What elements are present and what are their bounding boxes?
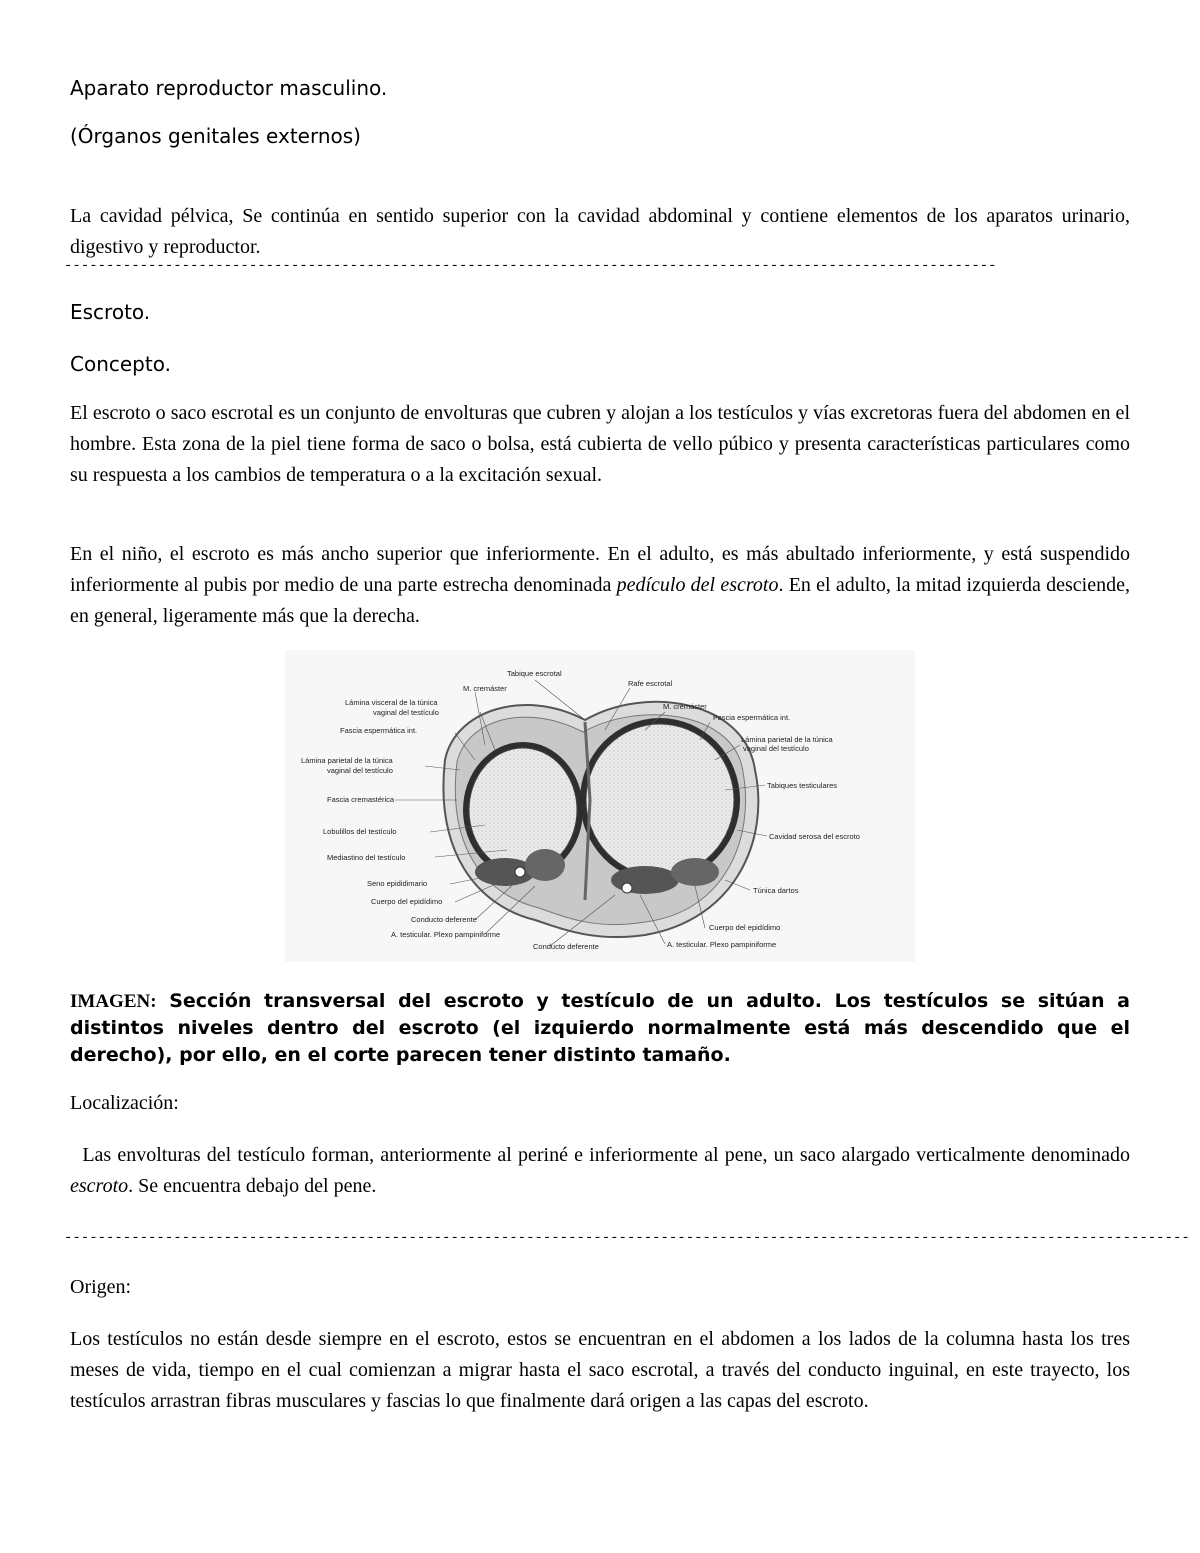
label-fascia-cremasterica: Fascia cremastérica xyxy=(327,795,395,804)
concept-paragraph: El escroto o saco escrotal es un conjunto de envolturas que cubren y alojan a los testículos y vías excretoras fuera del abdomen en el hombre. Esta zona de la piel tiene forma de saco o bolsa, está cubierta de vello púbico y presenta características particulares como su respuesta a los cambios de temperatura o a la excitación sexual. xyxy=(70,402,1130,486)
label-rafe-escrotal: Rafe escrotal xyxy=(628,679,673,688)
localization-end: . Se encuentra debajo del pene. xyxy=(128,1175,377,1197)
label-fascia-espermatica-left: Fascia espermática int. xyxy=(340,726,418,735)
localization-paragraph xyxy=(70,1140,1136,1202)
label-cuerpo-epididimo-right: Cuerpo del epidídimo xyxy=(709,923,781,932)
label-tabique-escrotal: Tabique escrotal xyxy=(507,669,562,678)
document-subtitle: (Órganos genitales externos) xyxy=(70,124,361,148)
document-title: Aparato reproductor masculino. xyxy=(70,76,388,100)
scrotum-illustration xyxy=(285,650,915,962)
label-fascia-espermatica-right: Fascia espermática int. xyxy=(713,713,791,722)
figure-caption xyxy=(70,988,1130,1069)
label-a-testicular-left: A. testicular. Plexo pampiniforme xyxy=(391,930,501,939)
scrotum-cross-section-figure xyxy=(285,650,915,962)
label-seno-epididimario: Seno epididimario xyxy=(367,879,428,888)
caption-lead: IMAGEN: xyxy=(70,991,157,1012)
separator-line-2: -------------------------------------------------------------------------------------------------------------------------------------- xyxy=(64,1230,1190,1246)
label-mediastino: Mediastino del testículo xyxy=(327,853,406,862)
label-m-cremaster-right: M. cremáster xyxy=(663,702,707,711)
label-lamina-parietal-right-1: Lámina parietal de la túnica xyxy=(741,735,833,744)
separator-line: --------------------------------------------------------------------------------------------------------------- xyxy=(64,258,997,274)
label-lamina-visceral-1: Lámina visceral de la túnica xyxy=(345,698,438,707)
child-paragraph-italic: pedículo del escroto xyxy=(616,574,779,596)
label-m-cremaster-left: M. cremáster xyxy=(463,684,507,693)
child-paragraph-end: . En el adulto, la mitad izquierda desciende, en general, ligeramente más que la derecha. xyxy=(70,574,1130,627)
localization-text: Las envolturas del testículo forman, anteriormente al periné e inferiormente al pene, un saco alargado verticalmente denominado xyxy=(70,1144,1136,1166)
label-lamina-parietal-right-2: vaginal del testículo xyxy=(743,744,809,753)
child-paragraph-text: En el niño, el escroto es más ancho superior que inferiormente. En el adulto, es más abultado inferiormente, y está suspendido inferiormente al pubis por medio de una parte estrecha denominada xyxy=(70,543,1130,596)
label-conducto-deferente-left: Conducto deferente xyxy=(411,915,477,924)
concept-heading: Concepto. xyxy=(70,352,171,376)
label-lobulillos: Lobulillos del testículo xyxy=(323,827,397,836)
child-paragraph xyxy=(70,539,1130,632)
origin-paragraph: Los testículos no están desde siempre en el escroto, estos se encuentran en el abdomen a los lados de la columna hasta los tres meses de vida, tiempo en el cual comienzan a migrar hasta el saco escrotal, a través del conducto inguinal, en este trayecto, los testículos arrastran fibras musculares y fascias lo que finalmente dará origen a las capas del escroto. xyxy=(70,1328,1130,1412)
label-tabiques-testiculares: Tabiques testiculares xyxy=(767,781,838,790)
label-lamina-visceral-2: vaginal del testículo xyxy=(373,708,439,717)
localization-italic: escroto xyxy=(70,1175,129,1197)
caption-text: Sección transversal del escroto y testículo de un adulto. Los testículos se sitúan a distintos niveles dentro del escroto (el izquierdo normalmente está más descendido que el derecho), por ello, en el corte parecen tener distinto tamaño. xyxy=(70,990,1130,1066)
intro-paragraph: La cavidad pélvica, Se continúa en sentido superior con la cavidad abdominal y contiene elementos de los aparatos urinario, digestivo y reproductor. xyxy=(70,205,1130,258)
label-a-testicular-right: A. testicular. Plexo pampiniforme xyxy=(667,940,777,949)
label-lamina-parietal-left-1: Lámina parietal de la túnica xyxy=(301,756,393,765)
label-lamina-parietal-left-2: vaginal del testículo xyxy=(327,766,393,775)
label-conducto-deferente-bottom: Conducto deferente xyxy=(533,942,599,951)
section-heading: Escroto. xyxy=(70,300,151,324)
label-cavidad-serosa: Cavidad serosa del escroto xyxy=(769,832,860,841)
label-cuerpo-epididimo-left: Cuerpo del epidídimo xyxy=(371,897,443,906)
label-tunica-dartos: Túnica dartos xyxy=(753,886,799,895)
origin-heading: Origen: xyxy=(70,1276,132,1298)
localization-heading: Localización: xyxy=(70,1092,179,1114)
